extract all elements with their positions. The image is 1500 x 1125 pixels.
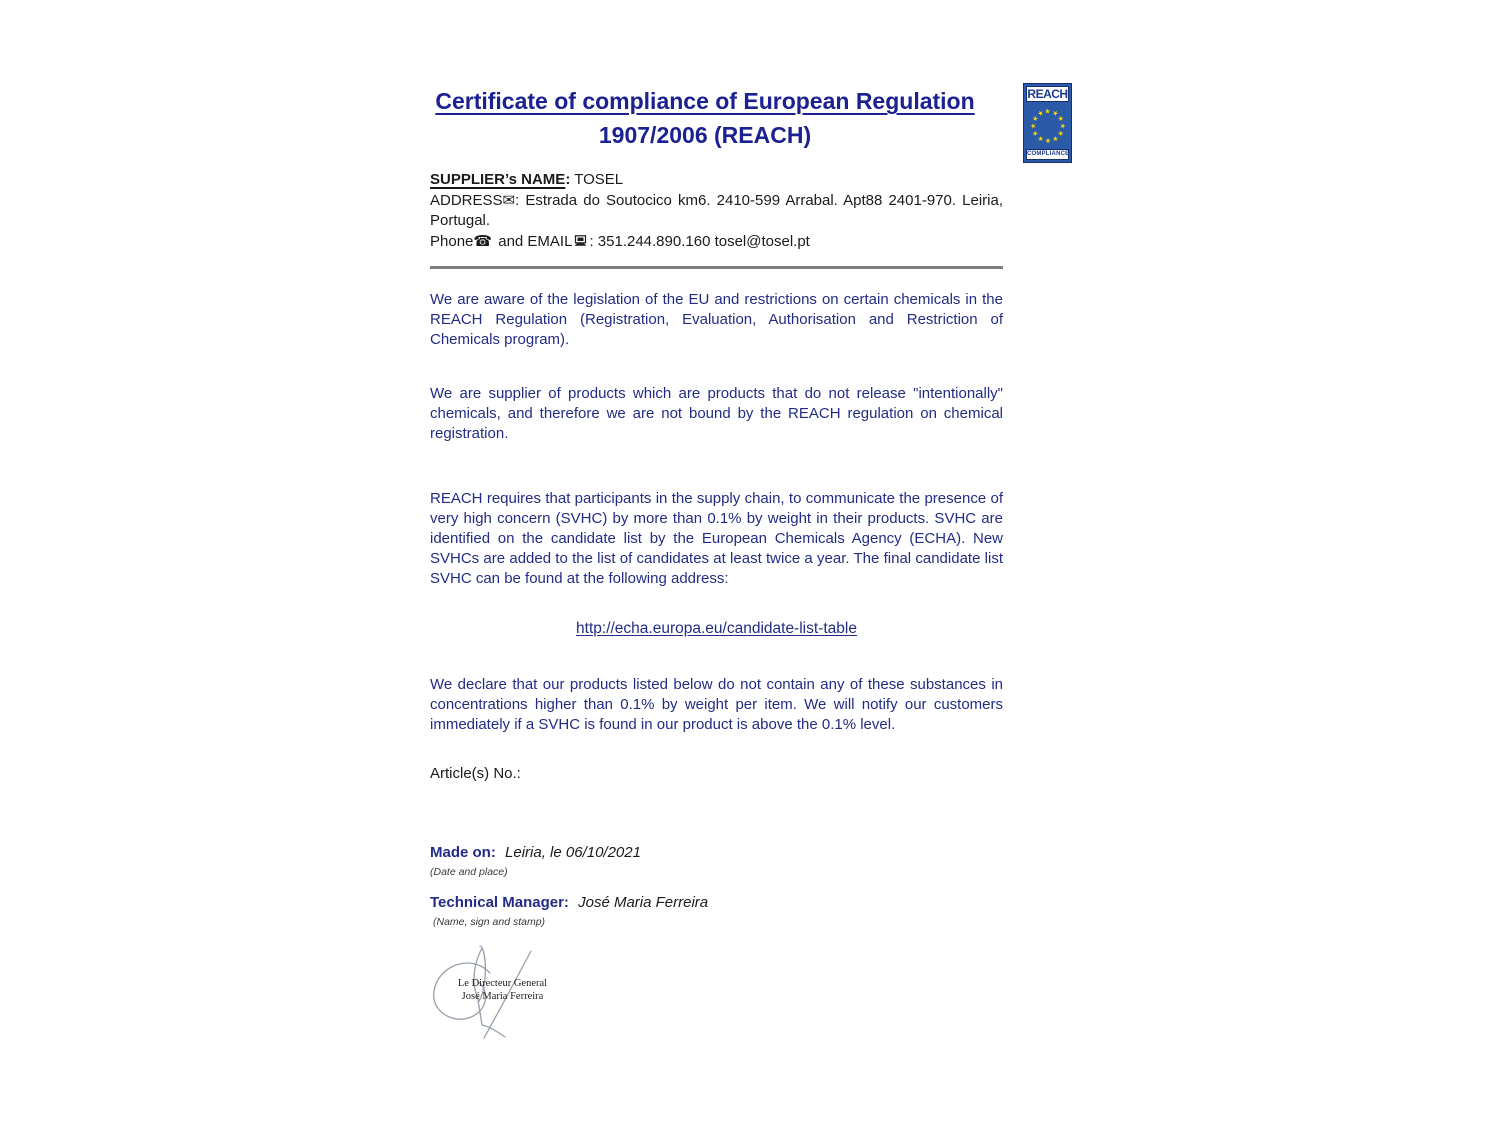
star-icon: ★ xyxy=(1050,108,1059,118)
star-icon: ★ xyxy=(1030,128,1040,137)
technical-manager-line xyxy=(430,893,1003,913)
made-on-value: Leiria, le 06/10/2021 xyxy=(505,844,641,861)
name-sign-stamp-caption: (Name, sign and stamp) xyxy=(433,916,546,928)
computer-icon xyxy=(574,235,587,247)
title-text-line1: Certificate of compliance of European Regulation xyxy=(435,88,975,114)
star-icon: ★ xyxy=(1036,133,1045,143)
reach-compliance-logo xyxy=(1023,83,1072,163)
technical-manager-label: Technical Manager: xyxy=(430,894,569,911)
star-icon: ★ xyxy=(1058,122,1065,129)
reach-logo-compliance: COMPLIANCE xyxy=(1026,149,1069,160)
star-icon: ★ xyxy=(1036,108,1045,118)
address-label: ADDRESS xyxy=(430,192,503,209)
horizontal-divider xyxy=(430,266,1003,269)
supplier-name-line xyxy=(430,170,1003,190)
reach-logo-title: REACH xyxy=(1027,87,1068,101)
candidate-list-link-row xyxy=(430,620,1003,638)
envelope-icon: ✉ xyxy=(502,191,516,209)
paragraph-supplier-statement: We are supplier of products which are products that do not release "intentionally" chemicals, and therefore we are not bound by the REACH regulation on chemical registration. xyxy=(430,385,1003,442)
made-on-line xyxy=(430,843,1003,863)
technical-manager-value: José Maria Ferreira xyxy=(578,894,709,911)
signature-name: José Maria Ferreira xyxy=(461,991,544,1002)
star-icon: ★ xyxy=(1030,114,1040,123)
phone-label: Phone xyxy=(430,233,474,250)
paragraph-declaration: We declare that our products listed below do not contain any of these substances in concentrations higher than 0.1% by weight per item. We will notify our customers immediately if a SVHC is found in our product is above the 0.1% level. xyxy=(430,676,1003,733)
date-place-caption: (Date and place) xyxy=(430,866,508,878)
signature-title: Le Directeur General xyxy=(457,978,548,989)
eu-stars-icon xyxy=(1026,104,1069,147)
paragraph-awareness: We are aware of the legislation of the EU and restrictions on certain chemicals in the REACH Regulation (Registration, Evaluation, Authorisation and Restriction of Chemicals program). xyxy=(430,291,1003,348)
star-icon: ★ xyxy=(1044,108,1051,115)
made-on-label: Made on: xyxy=(430,844,496,861)
email-label: and EMAIL xyxy=(498,233,573,250)
star-icon: ★ xyxy=(1055,128,1065,137)
article-number-label: Article(s) No.: xyxy=(430,765,521,782)
signature-text xyxy=(445,977,560,1003)
star-icon: ★ xyxy=(1055,114,1065,123)
supplier-address-line xyxy=(430,190,1003,231)
document-title-line2: 1907/2006 (REACH) xyxy=(598,122,812,148)
supplier-contact-line xyxy=(430,231,1003,252)
supplier-info xyxy=(430,170,1003,252)
phone-icon: ☎ xyxy=(473,232,493,250)
contact-value: 351.244.890.160 tosel@tosel.pt xyxy=(597,233,810,250)
star-icon: ★ xyxy=(1044,136,1051,143)
supplier-name-value: TOSEL xyxy=(574,171,624,188)
paragraph-svhc-requirements: REACH requires that participants in the supply chain, to communicate the presence of very high concern (SVHC) by more than 0.1% by weight in their products. SVHC are identified on the candidate list by the European Chemicals Agency (ECHA). New SVHCs are added to the list of candidates at least twice a year. The final candidate list SVHC can be found at the following address: xyxy=(430,490,1003,587)
document-title xyxy=(430,84,980,152)
star-icon: ★ xyxy=(1030,122,1037,129)
star-icon: ★ xyxy=(1050,133,1059,143)
document-title-line1 xyxy=(430,84,980,118)
contact-colon: : xyxy=(589,233,594,250)
supplier-name-label: SUPPLIER’s NAME xyxy=(430,171,566,188)
candidate-list-link[interactable]: http://echa.europa.eu/candidate-list-table xyxy=(576,620,857,637)
address-colon: : xyxy=(515,192,520,209)
address-value: Estrada do Soutocico km6. 2410-599 Arrabal. Apt88 2401-970. Leiria, Portugal. xyxy=(430,192,1003,229)
supplier-name-colon: : xyxy=(565,171,571,188)
